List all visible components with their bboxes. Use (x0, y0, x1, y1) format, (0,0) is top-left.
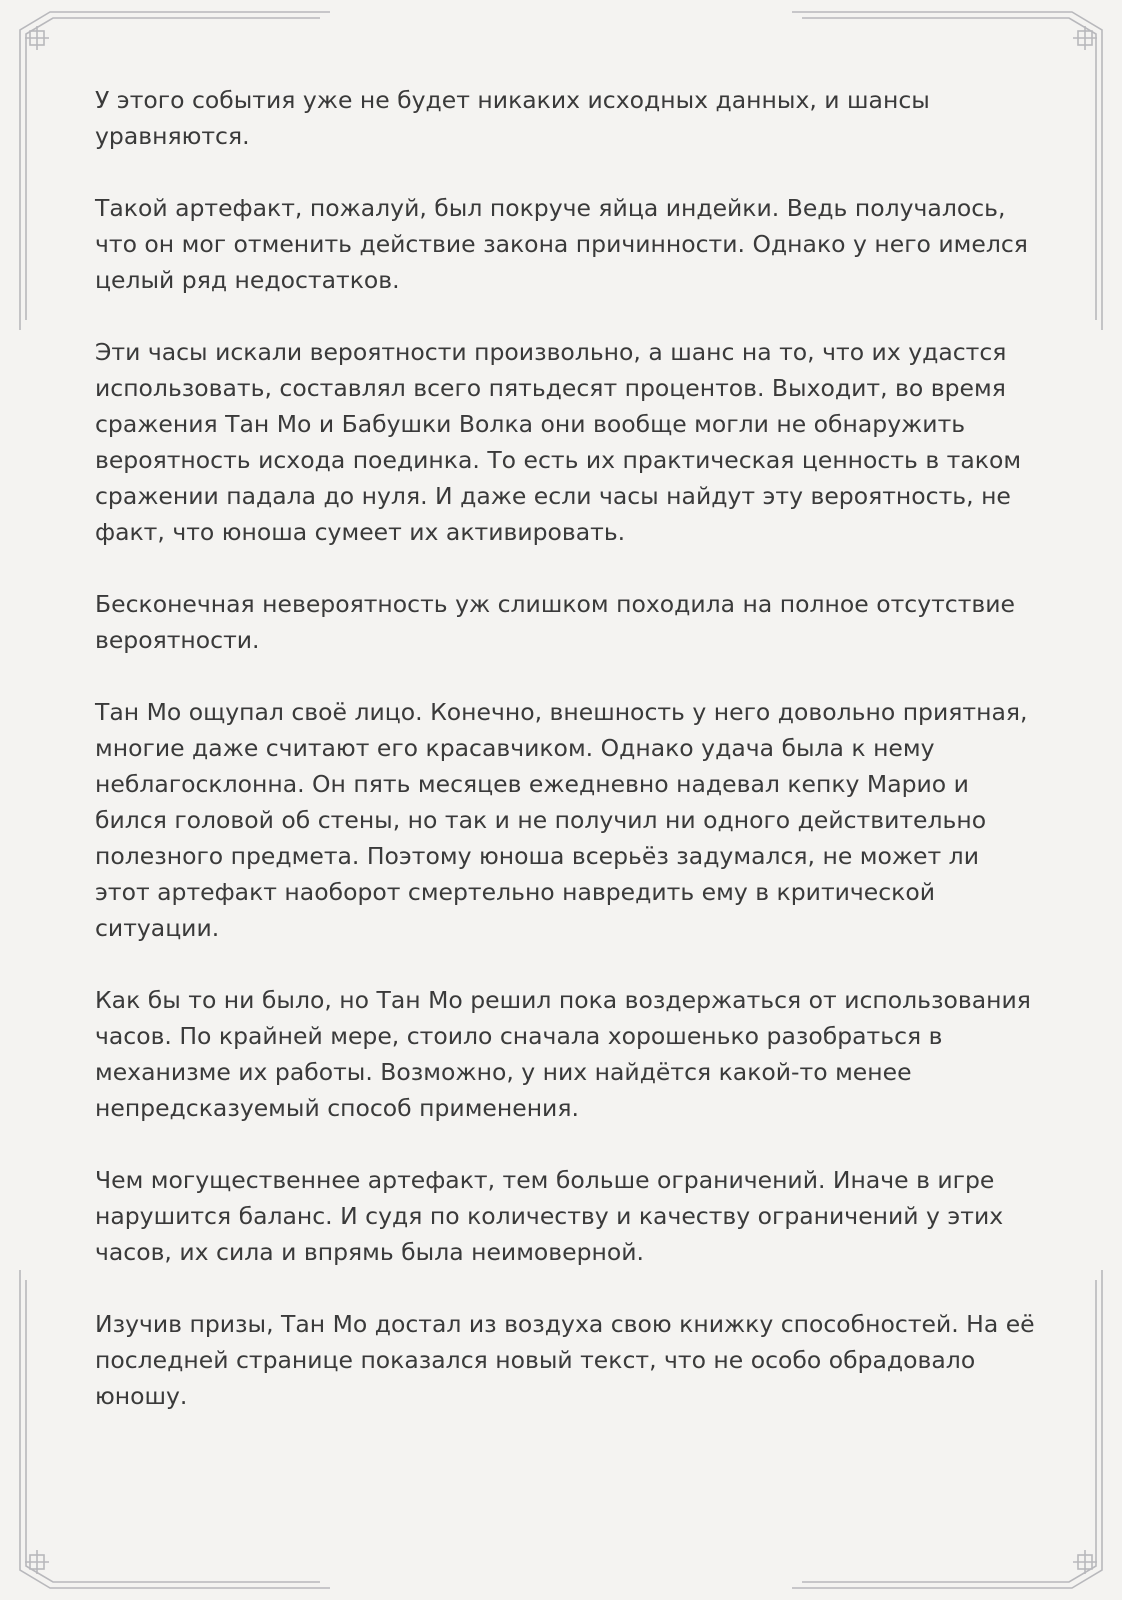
chapter-text (95, 82, 1035, 1450)
paragraph-8: Изучив призы, Тан Мо достал из воздуха свою книжку способностей. На её последней странице показался новый текст, что не особо обрадовало юношу. (95, 1310, 1035, 1410)
paragraph-2: Такой артефакт, пожалуй, был покруче яйца индейки. Ведь получалось, что он мог отменить действие закона причинности. Однако у него имелся целый ряд недостатков. (95, 194, 1028, 294)
paragraph-3: Эти часы искали вероятности произвольно, а шанс на то, что их удастся использовать, составлял всего пятьдесят процентов. Выходит, во время сражения Тан Мо и Бабушки Волка они вообще могли не обнаружить вероятность исхода поединка. То есть их практическая ценность в таком сражении падала до нуля. И даже если часы найдут эту вероятность, не факт, что юноша сумеет их активировать. (95, 338, 1022, 546)
paragraph-4: Бесконечная невероятность уж слишком походила на полное отсутствие вероятности. (95, 590, 1015, 654)
paragraph-1: У этого события уже не будет никаких исходных данных, и шансы уравняются. (95, 86, 930, 150)
paragraph-5: Тан Мо ощупал своё лицо. Конечно, внешность у него довольно приятная, многие даже считают его красавчиком. Однако удача была к нему неблагосклонна. Он пять месяцев ежедневно надевал кепку Марио и бился головой об стены, но так и не получил ни одного действительно полезного предмета. Поэтому юноша всерьёз задумался, не может ли этот артефакт наоборот смертельно навредить ему в критической ситуации. (95, 698, 1028, 942)
paragraph-6: Как бы то ни было, но Тан Мо решил пока воздержаться от использования часов. По крайней мере, стоило сначала хорошенько разобраться в механизме их работы. Возможно, у них найдётся какой-то менее непредсказуемый способ применения. (95, 986, 1031, 1122)
paragraph-7: Чем могущественнее артефакт, тем больше ограничений. Иначе в игре нарушится баланс. И судя по количеству и качеству ограничений у этих часов, их сила и впрямь была неимоверной. (95, 1166, 1004, 1266)
